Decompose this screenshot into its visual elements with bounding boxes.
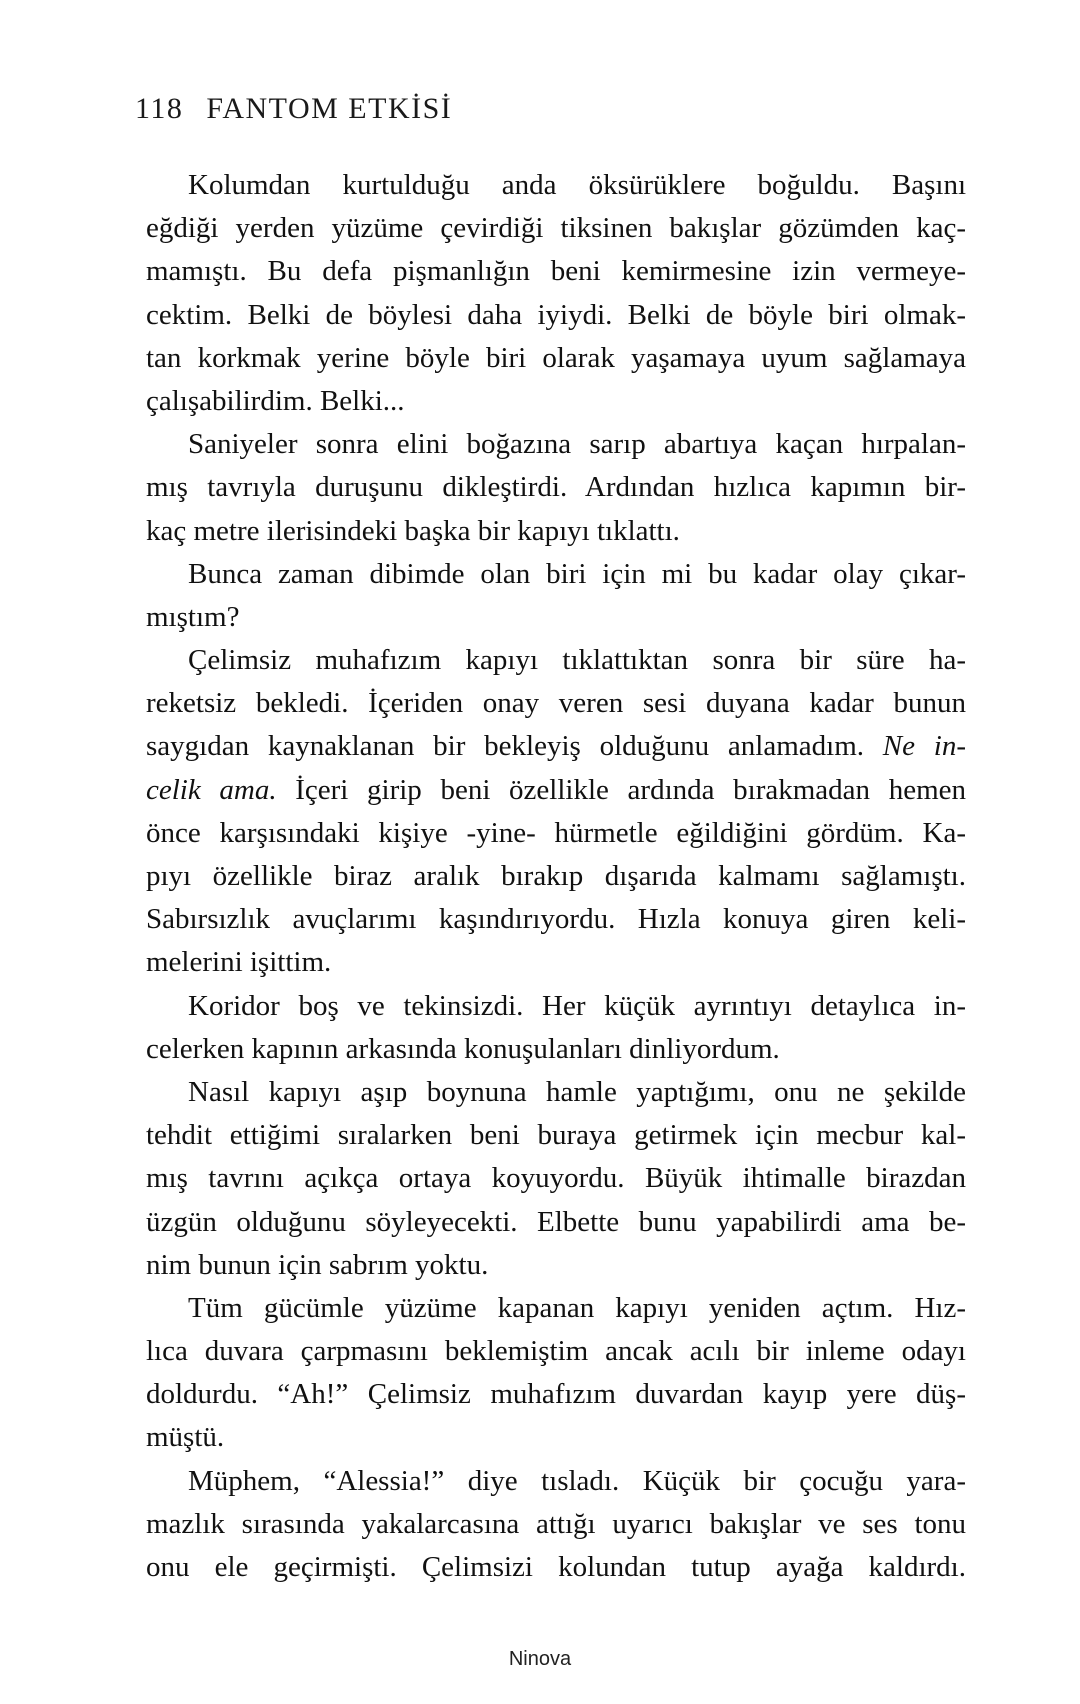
text-line: celik ama. İçeri girip beni özellikle ardında bırakmadan hemen xyxy=(146,773,967,806)
paragraph xyxy=(146,985,966,1071)
italic-text: celik ama. xyxy=(146,773,277,806)
text-line: reketsiz bekledi. İçeriden onay veren sesi duyana kadar bunun xyxy=(146,687,966,720)
text-line: eğdiği yerden yüzüme çevirdiği tiksinen bakışlar gözümden kaç- xyxy=(146,212,966,245)
text-line: mış tavrını açıkça ortaya koyuyordu. Büyük ihtimalle birazdan xyxy=(146,1162,966,1195)
text-line: cektim. Belki de böylesi daha iyiydi. Belki de böyle biri olmak- xyxy=(146,298,966,331)
text-line: onu ele geçirmişti. Çelimsizi kolundan tutup ayağa kaldırdı. xyxy=(146,1551,966,1583)
text-line: mazlık sırasında yakalarcasına attığı uyarıcı bakışlar ve ses tonu xyxy=(146,1507,966,1540)
text-line: mamıştı. Bu defa pişmanlığın beni kemirmesine izin vermeye- xyxy=(146,255,966,288)
text-line: saygıdan kaynaklanan bir bekleyiş olduğunu anlamadım. Ne in- xyxy=(146,730,967,763)
text-line: Müphem, “Alessia!” diye tısladı. Küçük bir çocuğu yara- xyxy=(188,1464,966,1497)
paragraph xyxy=(146,639,966,985)
text-line: mış tavrıyla duruşunu dikleştirdi. Ardından hızlıca kapımın bir- xyxy=(146,471,966,504)
paragraph xyxy=(146,1460,966,1590)
paragraph xyxy=(146,164,966,423)
paragraph xyxy=(146,1287,966,1460)
paragraph xyxy=(146,423,966,553)
text-line: kaç metre ilerisindeki başka bir kapıyı tıklattı. xyxy=(146,514,680,547)
text-line: önce karşısındaki kişiye -yine- hürmetle eğildiğini gördüm. Ka- xyxy=(146,816,966,849)
text-line: çalışabilirdim. Belki... xyxy=(146,384,405,417)
text-line: Tüm gücümle yüzüme kapanan kapıyı yeniden açtım. Hız- xyxy=(188,1291,966,1324)
text-line: pıyı özellikle biraz aralık bırakıp dışarıda kalmamı sağlamıştı. xyxy=(146,860,966,892)
text-line: mıştım? xyxy=(146,600,240,633)
text-line: üzgün olduğunu söyleyecekti. Elbette bunu yapabilirdi ama be- xyxy=(146,1205,966,1238)
text-line: tan korkmak yerine böyle biri olarak yaşamaya uyum sağlamaya xyxy=(146,341,966,374)
text-line: doldurdu. “Ah!” Çelimsiz muhafızım duvardan kayıp yere düş- xyxy=(146,1378,966,1411)
text-line: Sabırsızlık avuçlarımı kaşındırıyordu. Hızla konuya giren keli- xyxy=(146,903,966,936)
text-line: tehdit ettiğimi sıralarken beni buraya getirmek için mecbur kal- xyxy=(146,1119,966,1152)
running-head xyxy=(135,92,452,126)
text-line: Saniyeler sonra elini boğazına sarıp abartıya kaçan hırpalan- xyxy=(188,428,966,461)
paragraph xyxy=(146,1071,966,1287)
text-line: nim bunun için sabrım yoktu. xyxy=(146,1248,489,1281)
body-text xyxy=(146,164,966,1589)
text-line: müştü. xyxy=(146,1421,225,1454)
text-line: melerini işittim. xyxy=(146,946,332,979)
page-number: 118 xyxy=(135,92,184,125)
text-line: Kolumdan kurtulduğu anda öksürüklere boğuldu. Başını xyxy=(188,169,966,201)
text-line: Bunca zaman dibimde olan biri için mi bu kadar olay çıkar- xyxy=(188,557,966,590)
text-line: lıca duvara çarpmasını beklemiştim ancak acılı bir inleme odayı xyxy=(146,1335,966,1368)
text-line: Nasıl kapıyı aşıp boynuna hamle yaptığımı, onu ne şekilde xyxy=(188,1075,966,1108)
paragraph xyxy=(146,553,966,639)
book-title: FANTOM ETKİSİ xyxy=(206,92,453,125)
text-line: celerken kapının arkasında konuşulanları dinliyordum. xyxy=(146,1032,780,1065)
text-line: Çelimsiz muhafızım kapıyı tıklattıktan sonra bir süre ha- xyxy=(188,644,966,677)
text-line: Koridor boş ve tekinsizdi. Her küçük ayrıntıyı detaylıca in- xyxy=(188,989,966,1022)
publisher-footer: Ninova xyxy=(508,1648,572,1670)
italic-text: Ne in- xyxy=(882,730,967,763)
